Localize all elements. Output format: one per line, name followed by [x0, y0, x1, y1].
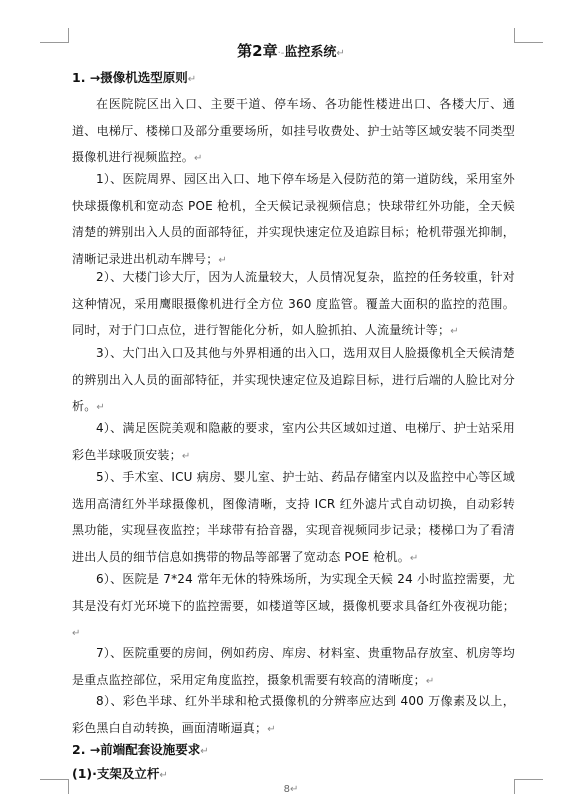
section-heading: 1. →摄像机选型原则↵: [72, 70, 197, 85]
paragraph: 7）、医院重要的房间，例如药房、库房、材料室、贵重物品存放室、机房等均是重点监控部位，采用定角度监控，摄象机需要有较高的清晰度；↵: [72, 646, 515, 687]
paragraph: 4）、满足医院美观和隐蔽的要求，室内公共区域如过道、电梯厅、护士站采用彩色半球吸顶安装；↵: [72, 421, 515, 462]
chapter-name: 监控系统: [284, 45, 337, 60]
paragraph: 5）、手术室、ICU 病房、婴儿室、护士站、药品存储室内以及监控中心等区域选用高清红外半球摄像机，图像清晰，支持 ICR 红外滤片式自动切换，自动彩转黑功能，实现昼夜监控；半球带有拾音器，实现音视频同步记录；楼梯口为了看清进出人员的细节信息如携带的物品等部署了宽动态 POE 枪机。↵: [72, 470, 515, 564]
paragraph: 在医院院区出入口、主要干道、停车场、各功能性楼进出口、各楼大厅、通道、电梯厅、楼梯口及部分重要场所，如挂号收费处、护士站等区域安装不同类型摄像机进行视频监控。↵: [72, 97, 515, 165]
page-number: 8↵: [283, 784, 299, 795]
section-heading: 2. →前端配套设施要求↵: [72, 742, 209, 757]
chapter-title: 第2章·-监控系统↵: [237, 42, 345, 60]
paragraph: 2）、大楼门诊大厅，因为人流量较大，人员情况复杂，监控的任务较重，针对这种情况，采用鹰眼摄像机进行全方位 360 度监管。覆盖大面积的监控的范围。同时，对于门口点位，进行智能化分析，如人脸抓拍、人流量统计等；↵: [72, 270, 515, 338]
paragraph: 6）、医院是 7*24 常年无休的特殊场所，为实现全天候 24 小时监控需要，尤其是没有灯光环境下的监控需要，如楼道等区域，摄像机要求具备红外夜视功能；↵: [72, 572, 515, 640]
subsection-heading: (1)·支架及立杆↵: [72, 766, 168, 781]
paragraph: 8）、彩色半球、红外半球和枪式摄像机的分辨率应达到 400 万像素及以上，彩色黑白自动转换，画面清晰逼真；↵: [72, 694, 515, 735]
chapter-number: 第2章: [237, 42, 278, 60]
paragraph: 3）、大门出入口及其他与外界相通的出入口，选用双目人脸摄像机全天候清楚的辨别出入人员的面部特征，并实现快速定位及追踪目标，进行后端的人脸比对分析。↵: [72, 346, 515, 414]
paragraph: 1）、医院周界、园区出入口、地下停车场是入侵防范的第一道防线，采用室外快球摄像机和宽动态 POE 枪机，全天候记录视频信息；快球带红外功能，全天候清楚的辨别出入人员的面部特征，并实现快速定位及追踪目标；枪机带强光抑制，清晰记录进出机动车牌号；↵: [72, 172, 515, 266]
